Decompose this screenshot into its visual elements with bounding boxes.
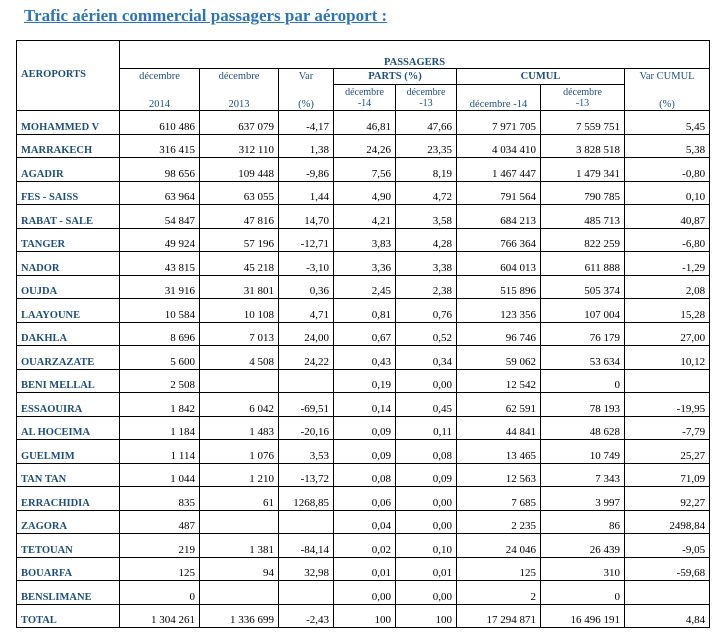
var-cumul-value: 15,28 — [625, 299, 710, 323]
var-value: -13,72 — [279, 463, 334, 487]
airport-name: BENSLIMANE — [17, 581, 120, 605]
table-row — [17, 369, 710, 393]
parts-dec13-value: 0,00 — [396, 487, 457, 511]
cumul-dec13-value: 485 713 — [541, 205, 625, 229]
header-cell-aeroports-bottom — [17, 85, 120, 111]
airport-name: AGADIR — [17, 158, 120, 182]
header-passagers: PASSAGERS — [120, 41, 710, 69]
cumul-dec14-value: 4 034 410 — [457, 134, 541, 158]
var-cumul-value: 71,09 — [625, 463, 710, 487]
decembre-2014-value: 5 600 — [120, 346, 200, 370]
decembre-2014-value: 31 916 — [120, 275, 200, 299]
decembre-2014-value: 1 842 — [120, 393, 200, 417]
header-cell-aeroports-top — [17, 41, 120, 69]
var-cumul-value: 92,27 — [625, 487, 710, 511]
decembre-2014-value: 2 508 — [120, 369, 200, 393]
decembre-2013-value — [200, 581, 279, 605]
airport-name: NADOR — [17, 252, 120, 276]
parts-dec13-value: 0,00 — [396, 510, 457, 534]
var-value: 1268,85 — [279, 487, 334, 511]
cumul-dec14-value: 12 563 — [457, 463, 541, 487]
airport-name: TAN TAN — [17, 463, 120, 487]
cumul-dec13-value: 3 828 518 — [541, 134, 625, 158]
cumul-dec14-value: 7 685 — [457, 487, 541, 511]
parts-dec13-value: 100 — [396, 604, 457, 628]
decembre-2013-value: 7 013 — [200, 322, 279, 346]
parts-dec13-value: 0,01 — [396, 557, 457, 581]
cumul-dec13-value: 0 — [541, 581, 625, 605]
header-year-2014: 2014 — [120, 85, 200, 111]
cumul-dec14-value: 59 062 — [457, 346, 541, 370]
decembre-2014-value: 1 184 — [120, 416, 200, 440]
cumul-dec13-value: 310 — [541, 557, 625, 581]
parts-dec14-value: 3,83 — [334, 228, 396, 252]
var-cumul-value — [625, 369, 710, 393]
decembre-2014-value: 1 044 — [120, 463, 200, 487]
cumul-dec14-value: 2 — [457, 581, 541, 605]
var-value — [279, 581, 334, 605]
cumul-dec14-value: 2 235 — [457, 510, 541, 534]
airport-name: LAAYOUNE — [17, 299, 120, 323]
decembre-2014-value: 10 584 — [120, 299, 200, 323]
table-row — [17, 487, 710, 511]
table-row — [17, 228, 710, 252]
var-value: -3,10 — [279, 252, 334, 276]
airport-name: BENI MELLAL — [17, 369, 120, 393]
airport-name: MOHAMMED V — [17, 111, 120, 135]
table-row — [17, 252, 710, 276]
table-row — [17, 440, 710, 464]
cumul-dec14-value: 684 213 — [457, 205, 541, 229]
decembre-2013-value: 57 196 — [200, 228, 279, 252]
parts-dec14-value: 0,02 — [334, 534, 396, 558]
cumul-dec13-value: 3 997 — [541, 487, 625, 511]
parts-dec13-value: 2,38 — [396, 275, 457, 299]
cumul-dec13-value: 7 559 751 — [541, 111, 625, 135]
var-cumul-value: 25,27 — [625, 440, 710, 464]
parts-dec14-value: 7,56 — [334, 158, 396, 182]
var-value: -2,43 — [279, 604, 334, 628]
header-var-cumul-pct: (%) — [625, 85, 710, 111]
header-parts-dec13: décembre -13 — [396, 85, 457, 111]
decembre-2013-value: 6 042 — [200, 393, 279, 417]
decembre-2013-value: 61 — [200, 487, 279, 511]
table-row — [17, 275, 710, 299]
decembre-2014-value: 49 924 — [120, 228, 200, 252]
parts-dec14-value: 2,45 — [334, 275, 396, 299]
parts-dec14-value: 0,67 — [334, 322, 396, 346]
cumul-dec13-value: 1 479 341 — [541, 158, 625, 182]
header-var-cumul: Var CUMUL — [625, 69, 710, 85]
decembre-2014-value: 610 486 — [120, 111, 200, 135]
parts-dec13-value: 3,58 — [396, 205, 457, 229]
cumul-dec14-value: 123 356 — [457, 299, 541, 323]
header-parts-dec14: décembre -14 — [334, 85, 396, 111]
cumul-dec13-value: 0 — [541, 369, 625, 393]
cumul-dec13-value: 48 628 — [541, 416, 625, 440]
cumul-dec13-value: 7 343 — [541, 463, 625, 487]
var-cumul-value: -59,68 — [625, 557, 710, 581]
parts-dec13-value: 4,72 — [396, 181, 457, 205]
cumul-dec13-value: 78 193 — [541, 393, 625, 417]
var-cumul-value: -19,95 — [625, 393, 710, 417]
table-body — [17, 111, 710, 628]
airport-name: ERRACHIDIA — [17, 487, 120, 511]
decembre-2013-value — [200, 510, 279, 534]
var-cumul-value: -9,05 — [625, 534, 710, 558]
decembre-2013-value — [200, 369, 279, 393]
cumul-dec13-value: 822 259 — [541, 228, 625, 252]
cumul-dec13-value: 86 — [541, 510, 625, 534]
parts-dec14-value: 0,14 — [334, 393, 396, 417]
var-cumul-value: 2,08 — [625, 275, 710, 299]
cumul-dec14-value: 1 467 447 — [457, 158, 541, 182]
cumul-dec13-value: 611 888 — [541, 252, 625, 276]
var-value: -69,51 — [279, 393, 334, 417]
parts-dec14-value: 0,01 — [334, 557, 396, 581]
var-value: 1,38 — [279, 134, 334, 158]
cumul-dec13-value: 26 439 — [541, 534, 625, 558]
parts-dec14-value: 0,19 — [334, 369, 396, 393]
airport-name: ZAGORA — [17, 510, 120, 534]
parts-dec13-value: 0,76 — [396, 299, 457, 323]
decembre-2013-value: 312 110 — [200, 134, 279, 158]
header-decembre-2014: décembre — [120, 69, 200, 85]
parts-dec14-value: 4,90 — [334, 181, 396, 205]
decembre-2013-value: 637 079 — [200, 111, 279, 135]
cumul-dec14-value: 7 971 705 — [457, 111, 541, 135]
cumul-dec13-value: 16 496 191 — [541, 604, 625, 628]
cumul-dec14-value: 17 294 871 — [457, 604, 541, 628]
decembre-2013-value: 109 448 — [200, 158, 279, 182]
decembre-2014-value: 54 847 — [120, 205, 200, 229]
table-row — [17, 205, 710, 229]
table-row — [17, 604, 710, 628]
var-value: 24,22 — [279, 346, 334, 370]
decembre-2014-value: 43 815 — [120, 252, 200, 276]
header-parts: PARTS (%) — [334, 69, 457, 85]
parts-dec13-value: 47,66 — [396, 111, 457, 135]
header-aeroports: AEROPORTS — [17, 69, 120, 85]
var-value: 24,00 — [279, 322, 334, 346]
var-value: -12,71 — [279, 228, 334, 252]
var-cumul-value: 5,45 — [625, 111, 710, 135]
parts-dec14-value: 46,81 — [334, 111, 396, 135]
parts-dec14-value: 0,08 — [334, 463, 396, 487]
airport-name: ESSAOUIRA — [17, 393, 120, 417]
parts-dec14-value: 100 — [334, 604, 396, 628]
var-value: 1,44 — [279, 181, 334, 205]
decembre-2014-value: 8 696 — [120, 322, 200, 346]
header-var-pct: (%) — [279, 85, 334, 111]
header-cumul: CUMUL — [457, 69, 625, 85]
cumul-dec13-value: 53 634 — [541, 346, 625, 370]
var-cumul-value: -6,80 — [625, 228, 710, 252]
cumul-dec14-value: 791 564 — [457, 181, 541, 205]
header-cumul-dec14: décembre -14 — [457, 85, 541, 111]
cumul-dec14-value: 515 896 — [457, 275, 541, 299]
parts-dec14-value: 0,43 — [334, 346, 396, 370]
header-year-2013: 2013 — [200, 85, 279, 111]
table-row — [17, 181, 710, 205]
cumul-dec14-value: 24 046 — [457, 534, 541, 558]
cumul-dec14-value: 62 591 — [457, 393, 541, 417]
parts-dec13-value: 0,08 — [396, 440, 457, 464]
decembre-2013-value: 47 816 — [200, 205, 279, 229]
var-value: -4,17 — [279, 111, 334, 135]
parts-dec13-value: 3,38 — [396, 252, 457, 276]
page-title: Trafic aérien commercial passagers par aéroport : — [24, 6, 388, 25]
var-cumul-value: -0,80 — [625, 158, 710, 182]
parts-dec14-value: 0,04 — [334, 510, 396, 534]
parts-dec14-value: 0,81 — [334, 299, 396, 323]
parts-dec13-value: 0,34 — [396, 346, 457, 370]
var-cumul-value: -1,29 — [625, 252, 710, 276]
var-value: -9,86 — [279, 158, 334, 182]
decembre-2013-value: 94 — [200, 557, 279, 581]
decembre-2014-value: 1 304 261 — [120, 604, 200, 628]
decembre-2014-value: 63 964 — [120, 181, 200, 205]
table-row — [17, 322, 710, 346]
header-var: Var — [279, 69, 334, 85]
table-row — [17, 534, 710, 558]
decembre-2013-value: 1 381 — [200, 534, 279, 558]
decembre-2013-value: 4 508 — [200, 346, 279, 370]
parts-dec14-value: 0,09 — [334, 416, 396, 440]
decembre-2013-value: 1 076 — [200, 440, 279, 464]
decembre-2013-value: 63 055 — [200, 181, 279, 205]
parts-dec13-value: 0,45 — [396, 393, 457, 417]
airport-name: TOTAL — [17, 604, 120, 628]
airport-name: OUARZAZATE — [17, 346, 120, 370]
var-cumul-value: 0,10 — [625, 181, 710, 205]
parts-dec13-value: 4,28 — [396, 228, 457, 252]
parts-dec13-value: 23,35 — [396, 134, 457, 158]
decembre-2014-value: 487 — [120, 510, 200, 534]
airport-name: AL HOCEIMA — [17, 416, 120, 440]
header-cumul-dec13: décembre -13 — [541, 85, 625, 111]
var-value: 4,71 — [279, 299, 334, 323]
var-cumul-value: 10,12 — [625, 346, 710, 370]
var-value: -20,16 — [279, 416, 334, 440]
decembre-2014-value: 219 — [120, 534, 200, 558]
var-value — [279, 369, 334, 393]
decembre-2013-value: 45 218 — [200, 252, 279, 276]
cumul-dec14-value: 12 542 — [457, 369, 541, 393]
decembre-2014-value: 316 415 — [120, 134, 200, 158]
parts-dec13-value: 0,09 — [396, 463, 457, 487]
cumul-dec14-value: 125 — [457, 557, 541, 581]
parts-dec13-value: 0,52 — [396, 322, 457, 346]
decembre-2014-value: 1 114 — [120, 440, 200, 464]
var-cumul-value: -7,79 — [625, 416, 710, 440]
var-cumul-value: 5,38 — [625, 134, 710, 158]
parts-dec14-value: 0,09 — [334, 440, 396, 464]
airport-name: TANGER — [17, 228, 120, 252]
table-row — [17, 510, 710, 534]
airport-name: BOUARFA — [17, 557, 120, 581]
parts-dec13-value: 0,11 — [396, 416, 457, 440]
parts-dec13-value: 0,00 — [396, 581, 457, 605]
airport-name: FES - SAISS — [17, 181, 120, 205]
var-cumul-value: 4,84 — [625, 604, 710, 628]
cumul-dec14-value: 13 465 — [457, 440, 541, 464]
airport-name: GUELMIM — [17, 440, 120, 464]
header-decembre-2013: décembre — [200, 69, 279, 85]
table-row — [17, 346, 710, 370]
var-cumul-value — [625, 581, 710, 605]
airport-name: RABAT - SALE — [17, 205, 120, 229]
var-value — [279, 510, 334, 534]
decembre-2014-value: 125 — [120, 557, 200, 581]
var-cumul-value: 27,00 — [625, 322, 710, 346]
decembre-2013-value: 10 108 — [200, 299, 279, 323]
table-row — [17, 463, 710, 487]
cumul-dec14-value: 96 746 — [457, 322, 541, 346]
cumul-dec13-value: 10 749 — [541, 440, 625, 464]
parts-dec13-value: 8,19 — [396, 158, 457, 182]
var-value: 14,70 — [279, 205, 334, 229]
airport-name: DAKHLA — [17, 322, 120, 346]
cumul-dec13-value: 790 785 — [541, 181, 625, 205]
parts-dec14-value: 4,21 — [334, 205, 396, 229]
airport-traffic-table — [16, 40, 710, 628]
decembre-2013-value: 1 336 699 — [200, 604, 279, 628]
cumul-dec13-value: 505 374 — [541, 275, 625, 299]
airport-name: OUJDA — [17, 275, 120, 299]
parts-dec14-value: 24,26 — [334, 134, 396, 158]
cumul-dec13-value: 107 004 — [541, 299, 625, 323]
table-row — [17, 111, 710, 135]
cumul-dec14-value: 44 841 — [457, 416, 541, 440]
decembre-2014-value: 835 — [120, 487, 200, 511]
parts-dec14-value: 0,00 — [334, 581, 396, 605]
table-row — [17, 158, 710, 182]
var-value: 0,36 — [279, 275, 334, 299]
decembre-2013-value: 1 483 — [200, 416, 279, 440]
var-cumul-value: 40,87 — [625, 205, 710, 229]
table-row — [17, 416, 710, 440]
cumul-dec14-value: 604 013 — [457, 252, 541, 276]
var-value: 3,53 — [279, 440, 334, 464]
parts-dec13-value: 0,00 — [396, 369, 457, 393]
table-row — [17, 134, 710, 158]
parts-dec14-value: 0,06 — [334, 487, 396, 511]
table-row — [17, 557, 710, 581]
var-value: -84,14 — [279, 534, 334, 558]
table-row — [17, 581, 710, 605]
table-row — [17, 393, 710, 417]
decembre-2014-value: 0 — [120, 581, 200, 605]
cumul-dec13-value: 76 179 — [541, 322, 625, 346]
cumul-dec14-value: 766 364 — [457, 228, 541, 252]
airport-name: MARRAKECH — [17, 134, 120, 158]
decembre-2013-value: 31 801 — [200, 275, 279, 299]
decembre-2013-value: 1 210 — [200, 463, 279, 487]
table-row — [17, 299, 710, 323]
var-value: 32,98 — [279, 557, 334, 581]
parts-dec14-value: 3,36 — [334, 252, 396, 276]
decembre-2014-value: 98 656 — [120, 158, 200, 182]
airport-name: TETOUAN — [17, 534, 120, 558]
var-cumul-value: 2498,84 — [625, 510, 710, 534]
parts-dec13-value: 0,10 — [396, 534, 457, 558]
